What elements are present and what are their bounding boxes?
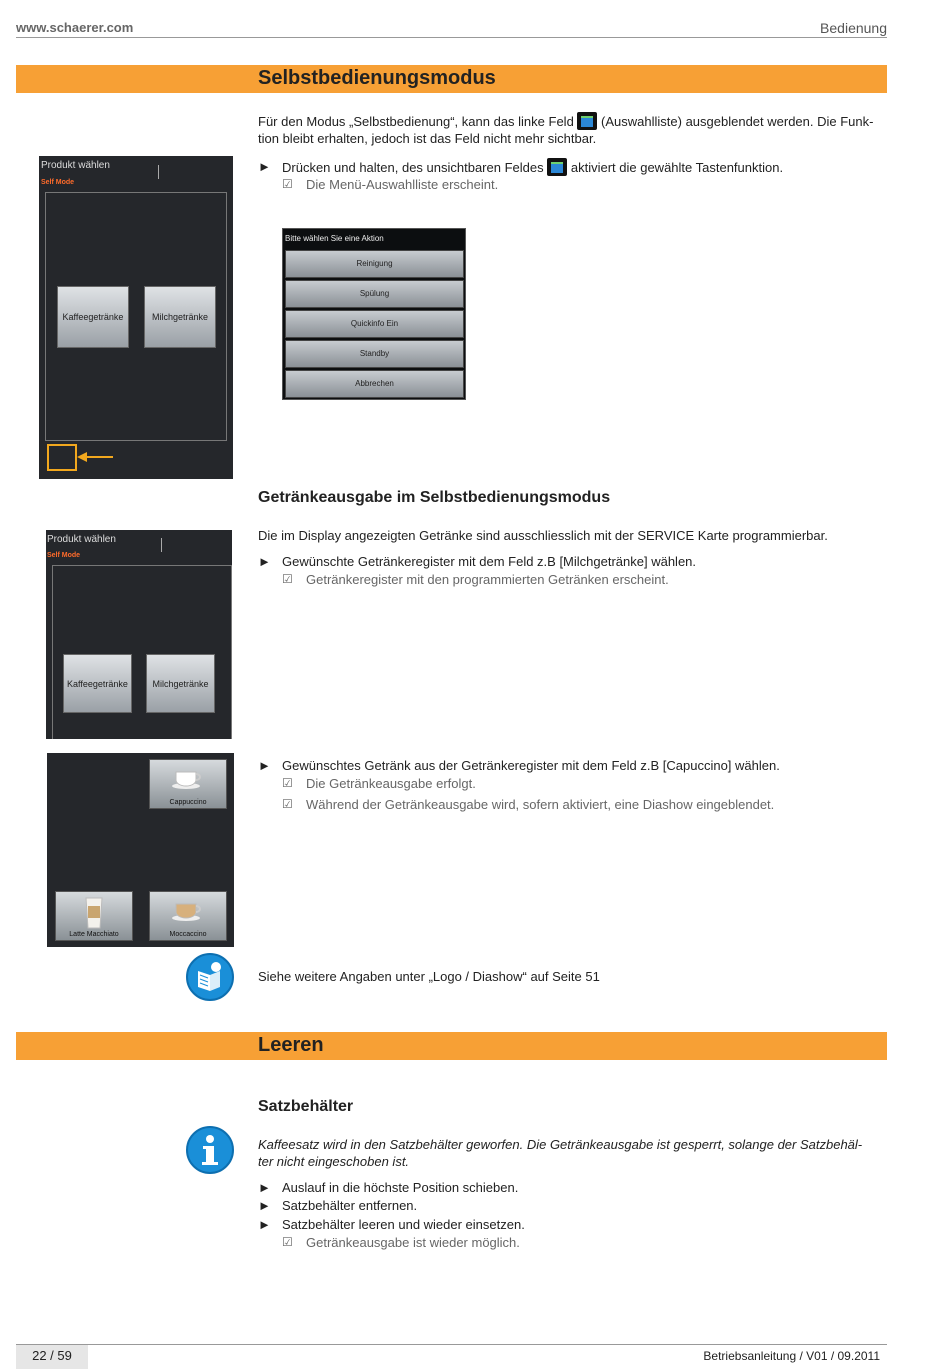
product-label: Moccaccino (169, 931, 207, 938)
checkbox-icon: ☑ (282, 177, 293, 191)
result-item (282, 177, 882, 195)
step-item (258, 553, 888, 571)
hidden-field-highlight[interactable] (47, 444, 77, 471)
menu-item-reinigung[interactable]: Reinigung (285, 250, 464, 278)
product-label: Latte Macchiato (69, 931, 119, 938)
menu-item-abbrechen[interactable]: Abbrechen (285, 370, 464, 398)
kaffeegetraenke-button[interactable]: Kaffeegetränke (63, 654, 132, 713)
glass-icon (84, 896, 104, 930)
note-text-b: ter nicht eingeschoben ist. (258, 1154, 410, 1169)
step-item (258, 1197, 888, 1215)
info-icon (186, 1126, 234, 1174)
result-item (282, 776, 882, 794)
product-button-latte-macchiato[interactable] (55, 891, 133, 941)
intro-text: Die im Display angezeigten Getränke sind ausschliesslich mit der SERVICE Karte programmierbar. (258, 528, 828, 543)
section-bar-leeren (16, 1032, 887, 1060)
milchgetraenke-button[interactable]: Milchgetränke (146, 654, 215, 713)
header-divider (16, 37, 887, 38)
bullet-arrow-icon: ► (258, 1180, 271, 1195)
bullet-arrow-icon: ► (258, 554, 271, 569)
step-text-a: Drücken und halten, des unsichtbaren Feldes (282, 160, 544, 175)
milchgetraenke-button[interactable]: Milchgetränke (144, 286, 216, 348)
document-version: Betriebsanleitung / V01 / 09.2011 (703, 1349, 880, 1363)
step-text: Satzbehälter leeren und wieder einsetzen. (282, 1217, 525, 1232)
cursor-line (158, 165, 159, 179)
manual-reference-icon (186, 953, 234, 1001)
reference-text: Siehe weitere Angaben unter „Logo / Diashow“ auf Seite 51 (258, 969, 600, 984)
site-url: www.schaerer.com (16, 20, 134, 35)
step-text: Gewünschte Getränkeregister mit dem Feld z.B [Milchgetränke] wählen. (282, 554, 697, 569)
step-text: Satzbehälter entfernen. (282, 1198, 418, 1213)
note-paragraph (258, 1136, 888, 1170)
checkbox-icon: ☑ (282, 797, 293, 811)
menu-item-quickinfo[interactable]: Quickinfo Ein (285, 310, 464, 338)
book-reader-icon (188, 955, 232, 999)
step-text-b: aktiviert die gewählte Tastenfunktion. (570, 160, 784, 175)
result-text: Die Menü-Auswahlliste erscheint. (306, 177, 499, 192)
menu-item-standby[interactable]: Standby (285, 340, 464, 368)
step-item (258, 1179, 888, 1197)
intro-paragraph (258, 112, 888, 147)
result-item (282, 797, 882, 815)
note-text-a: Kaffeesatz wird in den Satzbehälter geworfen. Die Getränkeausgabe ist gesperrt, solange der Satzbehäl- (258, 1137, 863, 1152)
step-item (258, 1216, 888, 1234)
product-label: Cappuccino (169, 799, 207, 806)
step-text: Auslauf in die höchste Position schieben. (282, 1180, 519, 1195)
footer-divider (16, 1344, 887, 1345)
intro-text-a: Für den Modus „Selbstbedienung“, kann das linke Feld (258, 114, 574, 129)
section-name: Bedienung (820, 20, 887, 36)
section-title: Leeren (258, 1034, 324, 1056)
subsection-title: Satzbehälter (258, 1098, 354, 1115)
checkbox-icon: ☑ (282, 1235, 293, 1249)
list-field-icon (547, 158, 567, 176)
step-item (258, 757, 888, 775)
cursor-line (161, 538, 162, 552)
result-text: Während der Getränkeausgabe wird, sofern aktiviert, eine Diashow eingeblendet. (306, 797, 775, 812)
screen-title: Produkt wählen (41, 160, 110, 171)
result-text: Die Getränkeausgabe erfolgt. (306, 776, 476, 791)
mode-label: Self Mode (41, 179, 75, 186)
list-field-icon (577, 112, 597, 130)
intro-text-b: (Auswahlliste) ausgeblendet werden. Die Funk- (601, 114, 874, 129)
product-button-moccaccino[interactable] (149, 891, 227, 941)
section-bar-selbstbedienung (16, 65, 887, 93)
bullet-arrow-icon: ► (258, 1217, 271, 1232)
kaffeegetraenke-button[interactable]: Kaffeegetränke (57, 286, 129, 348)
cup-icon (172, 768, 204, 790)
bullet-arrow-icon: ► (258, 159, 271, 174)
subsection-title: Getränkeausgabe im Selbstbedienungsmodus (258, 489, 611, 506)
result-text: Getränkeausgabe ist wieder möglich. (306, 1235, 520, 1250)
product-button-cappuccino[interactable] (149, 759, 227, 809)
display-screenshot-beverages (47, 753, 234, 947)
section-title: Selbstbedienungsmodus (258, 67, 496, 89)
screen-title: Produkt wählen (47, 534, 116, 545)
action-menu-screenshot (282, 228, 466, 400)
cup-icon (172, 900, 204, 922)
checkbox-icon: ☑ (282, 776, 293, 790)
result-item (282, 1235, 882, 1253)
intro-text-c: tion bleibt erhalten, jedoch ist das Feld nicht mehr sichtbar. (258, 131, 597, 146)
result-item (282, 572, 882, 590)
menu-title: Bitte wählen Sie eine Aktion (285, 234, 384, 243)
checkbox-icon: ☑ (282, 572, 293, 586)
step-text: Gewünschtes Getränk aus der Getränkeregister mit dem Feld z.B [Capuccino] wählen. (282, 758, 780, 773)
bullet-arrow-icon: ► (258, 1198, 271, 1213)
result-text: Getränkeregister mit den programmierten Getränken erscheint. (306, 572, 669, 587)
arrow-left-icon (75, 449, 115, 465)
display-screenshot-self-mode-2 (46, 530, 232, 739)
menu-item-spuelung[interactable]: Spülung (285, 280, 464, 308)
step-item (258, 158, 888, 176)
page-number: 22 / 59 (16, 1345, 88, 1369)
bullet-arrow-icon: ► (258, 758, 271, 773)
info-symbol-icon (188, 1128, 232, 1172)
mode-label: Self Mode (47, 552, 81, 559)
display-screenshot-self-mode (39, 156, 233, 479)
